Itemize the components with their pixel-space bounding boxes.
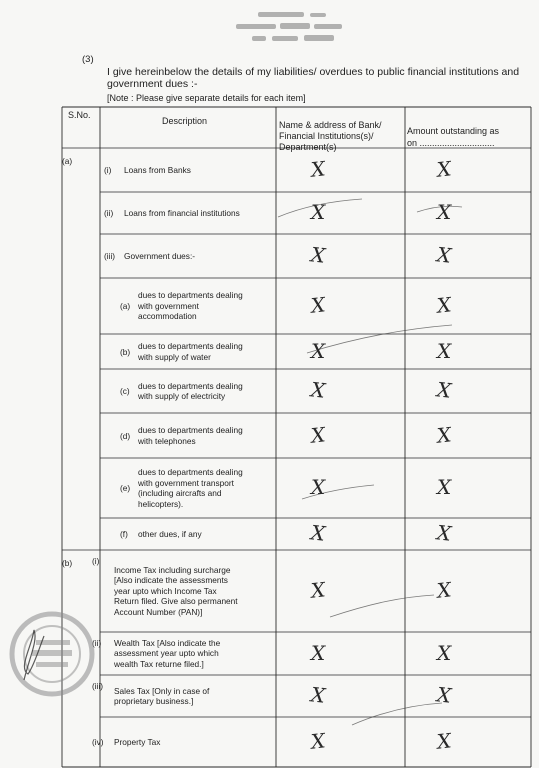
row-description-line: Loans from Banks xyxy=(124,164,191,175)
row-description-line: assessment year upto which xyxy=(114,648,219,659)
name-cell-cross-mark: X xyxy=(309,577,327,603)
name-cell-cross-mark: X xyxy=(309,421,327,448)
row-description-line: dues to departments dealing xyxy=(138,341,243,351)
row-sub-letter: (b) xyxy=(120,346,131,357)
row-description-line: Government dues:- xyxy=(124,250,196,261)
amount-cell-cross-mark: X xyxy=(437,338,452,363)
name-cell-cross-mark: X xyxy=(311,475,326,499)
row-item-number: (ii) xyxy=(104,207,114,218)
row-description-line: dues to departments dealing xyxy=(138,425,243,435)
header-description: Description xyxy=(162,116,208,126)
name-cell-cross-mark: X xyxy=(309,728,327,754)
row-description-line: year upto which Income Tax xyxy=(114,585,217,596)
row-description-line: Sales Tax [Only in case of xyxy=(114,685,210,696)
row-description-line: with supply of electricity xyxy=(138,391,226,401)
row-description-line: Property Tax xyxy=(114,736,161,747)
row-sub-letter: (d) xyxy=(120,430,131,441)
liabilities-table xyxy=(62,107,531,767)
amount-cell-cross-mark: X xyxy=(437,640,452,665)
row-description-line: proprietary business.] xyxy=(114,696,194,706)
amount-cell-cross-mark: X xyxy=(435,421,453,448)
official-stamp xyxy=(232,10,352,56)
row-sub-letter: (f) xyxy=(120,529,128,539)
amount-cell-cross-mark: X xyxy=(435,520,453,546)
amount-cell-cross-mark: X xyxy=(437,200,452,224)
row-description-line: dues to departments dealing xyxy=(138,290,243,301)
row-description-line: other dues, if any xyxy=(138,528,202,539)
declaration-text: I give hereinbelow the details of my liabilities/ overdues to public financial institutions and government dues :- xyxy=(107,66,520,90)
row-description-line: Loans from financial institutions xyxy=(124,207,240,218)
instruction-note: [Note : Please give separate details for each item] xyxy=(107,93,306,103)
row-item-number: (i) xyxy=(92,556,100,566)
section-number: (3) xyxy=(82,54,94,65)
row-group-label: (a) xyxy=(62,156,73,166)
row-item-number: (ii) xyxy=(92,638,102,648)
name-cell-cross-mark: X xyxy=(311,640,326,665)
row-item-number: (i) xyxy=(104,164,112,175)
amount-cell-cross-mark: X xyxy=(437,475,452,499)
row-description-line: with telephones xyxy=(138,435,196,446)
row-description-line: accommodation xyxy=(138,311,197,322)
row-description-line: dues to departments dealing xyxy=(138,467,243,477)
row-description-line: with government xyxy=(138,300,199,311)
amount-cell-cross-mark: X xyxy=(435,292,453,318)
row-item-number: (iii) xyxy=(104,250,116,261)
row-group-label: (b) xyxy=(62,558,73,568)
circular-seal xyxy=(4,596,104,716)
row-description-line: wealth Tax returne filed.] xyxy=(114,658,204,669)
header-amount-line-1: Amount outstanding as xyxy=(407,126,500,136)
row-description-line: Wealth Tax [Also indicate the xyxy=(114,637,221,648)
row-description-line: Account Number (PAN)] xyxy=(114,606,203,617)
row-sub-letter: (e) xyxy=(120,483,131,493)
name-cell-cross-mark: X xyxy=(309,242,327,268)
name-cell-cross-mark: X xyxy=(309,292,327,318)
row-description-line: (including aircrafts and xyxy=(138,488,222,498)
row-item-number: (iv) xyxy=(92,736,104,747)
row-description-line: with government transport xyxy=(138,477,234,488)
row-description-line: dues to departments dealing xyxy=(138,380,243,391)
header-name-line-1: Name & address of Bank/ xyxy=(279,120,382,130)
amount-cell-cross-mark: X xyxy=(435,682,453,708)
name-cell-cross-mark: X xyxy=(309,682,327,708)
row-description-line: Return filed. Give also permanent xyxy=(114,596,238,607)
row-description-line: with supply of water xyxy=(138,351,211,362)
row-item-number: (iii) xyxy=(92,681,104,691)
row-description-line: helicopters). xyxy=(138,498,184,509)
amount-cell-cross-mark: X xyxy=(435,242,453,268)
header-sno: S.No. xyxy=(68,110,91,120)
amount-cell-cross-mark: X xyxy=(435,377,453,403)
row-sub-letter: (a) xyxy=(120,301,131,311)
row-description-line: Income Tax including surcharge xyxy=(114,564,231,575)
amount-cell-cross-mark: X xyxy=(435,728,453,754)
header-amount-line-2: on .............................. xyxy=(407,138,495,148)
row-description-line: [Also indicate the assessments xyxy=(114,575,228,586)
name-cell-cross-mark: X xyxy=(309,520,327,546)
amount-cell-cross-mark: X xyxy=(435,577,453,603)
amount-cell-cross-mark: X xyxy=(435,156,453,182)
header-name-line-2: Financial Institutions(s)/ xyxy=(279,131,374,141)
name-cell-cross-mark: X xyxy=(311,200,326,224)
name-cell-cross-mark: X xyxy=(309,377,327,403)
header-name-line-3: Department(s) xyxy=(279,142,337,152)
name-cell-cross-mark: X xyxy=(311,338,326,363)
row-sub-letter: (c) xyxy=(120,386,130,396)
name-cell-cross-mark: X xyxy=(309,156,327,182)
